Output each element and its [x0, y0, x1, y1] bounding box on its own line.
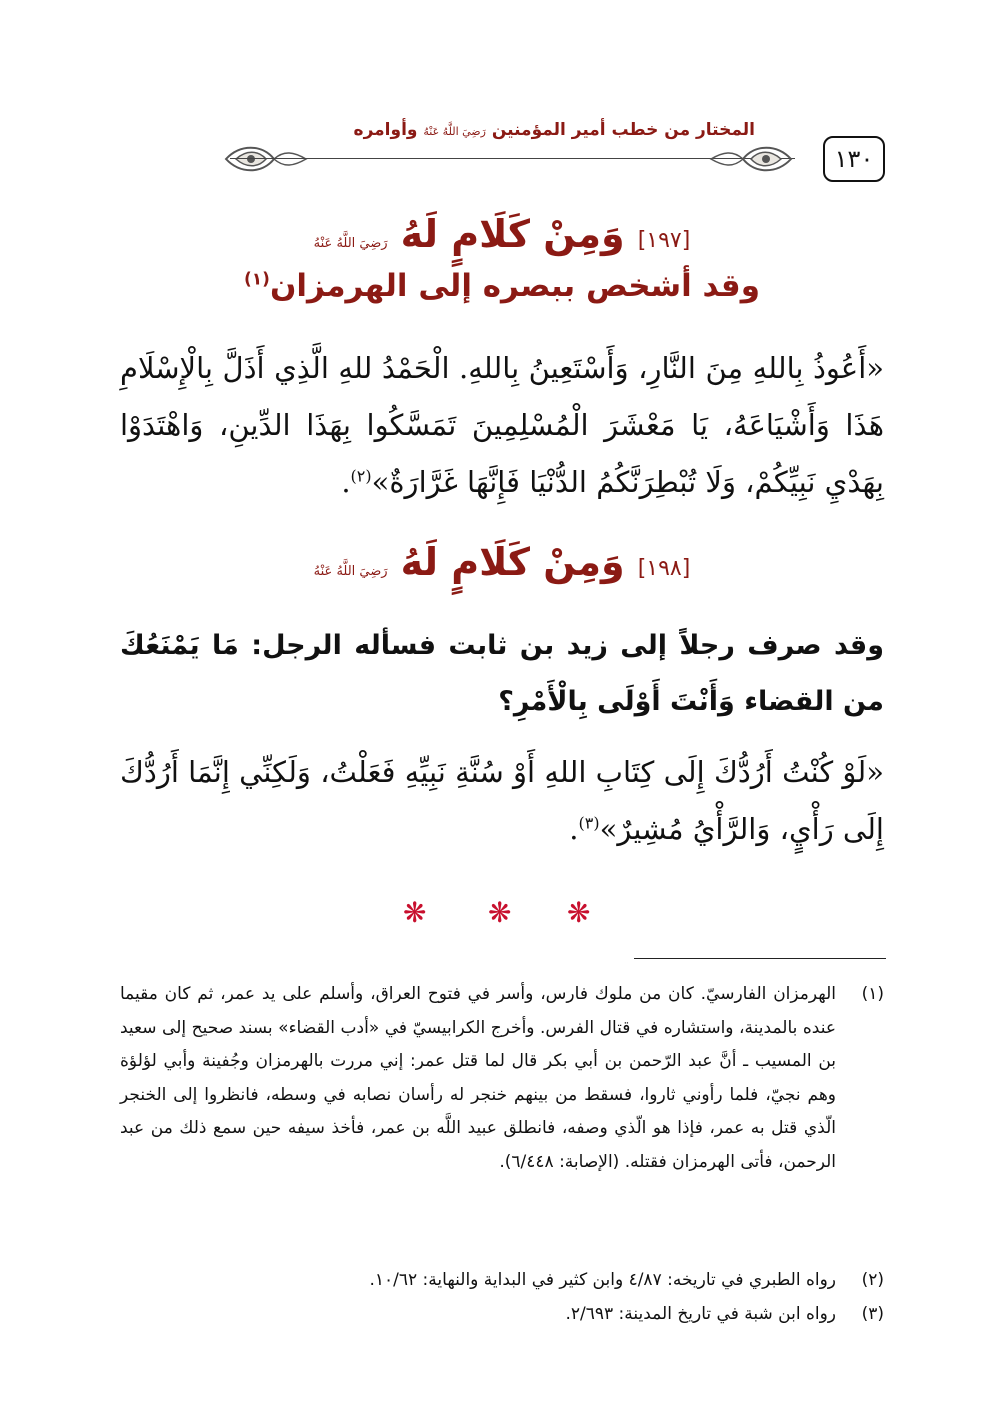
running-header	[140, 118, 885, 184]
section-phrase: وَمِنْ كَلَامٍ لَهُ	[400, 540, 625, 584]
page-number: ١٣٠	[823, 136, 885, 182]
footnote-1	[120, 978, 884, 1179]
left-ornament-icon	[222, 140, 308, 178]
footnote-text: الهرمزان الفارسيّ. كان من ملوك فارس، وأسر في فتوح العراق، وأسلم على يد عمر، ثم كان مقيما عنده بالمدينة، واستشاره في قتال الفرس. وأخرج الكرابيسيّ في «أدب القضاء» بسند صحيح إلى سعيد بن المسيب ـ أنَّ عبد الرّحمن بن أبي بكر قال لما قتل عمر: إني مررت بالهرمزان وجُفينة وأبي لؤلؤة وهم نجيّ، فلما رأوني ثاروا، فسقط من بينهم خنجر له رأسان نصابه في وسطه، فانظروا إلى الخنجر الّذي قتل به عمر، فإذا هو الّذي وصفه، فانطلق عبيد اللَّه بن عمر، فأخذ سيفه حين سمع ذلك من عبد الرحمن، فأتى الهرمزان فقتله. (الإصابة: ٦/٤٤٨).	[120, 984, 836, 1172]
separator-star-icon: ❋	[403, 896, 427, 929]
section-198-narration: وقد صرف رجلاً إلى زيد بن ثابت فسأله الرجل: مَا يَمْنَعُكَ من القضاء وَأَنْتَ أَوْلَى بِالْأَمْرِ؟	[120, 630, 884, 717]
subtitle-footnote-ref: (١)	[244, 269, 270, 290]
header-title-main: المختار من خطب أمير المؤمنين	[491, 120, 755, 140]
header-title-suffix: وأوامره	[353, 120, 418, 140]
section-number: [١٩٧]	[637, 228, 691, 253]
section-197-quote	[120, 340, 884, 511]
running-header-title	[354, 120, 755, 140]
footnote-number: (٣)	[861, 1304, 884, 1324]
separator-star-icon: ❋	[567, 896, 591, 929]
footnote-number: (٢)	[861, 1270, 884, 1290]
section-198-heading	[80, 540, 924, 584]
quote-end: .	[341, 465, 351, 499]
quote-text: «أَعُوذُ بِاللهِ مِنَ النَّارِ، وَأَسْتَعِينُ بِاللهِ. الْحَمْدُ للهِ الَّذِي أَذَلَّ بِالْإِسْلَامِ هَذَا وَأَشْيَاعَهُ، يَا مَعْشَرَ الْمُسْلِمِينَ تَمَسَّكُوا بِهَذَا الدِّينِ، وَاهْتَدَوْا بِهَدْيِ نَبِيِّكُمْ، وَلَا تُبْطِرَنَّكُمُ الدُّنْيَا فَإِنَّهَا غَرَّارَةٌ»	[120, 351, 884, 499]
header-honorific: رَضِيَ اللَّهُ عَنْهُ	[423, 125, 486, 138]
subtitle-text: وقد أشخص ببصره إلى الهرمزان	[269, 268, 760, 304]
separator-star-icon: ❋	[488, 896, 512, 929]
quote-footnote-ref: (٢)	[350, 466, 372, 486]
section-number: [١٩٨]	[637, 556, 691, 581]
footnote-3	[120, 1298, 884, 1332]
section-197-heading	[80, 212, 924, 256]
section-honorific: رَضِيَ اللَّهُ عَنْهُ	[313, 564, 388, 579]
quote-end: .	[569, 812, 579, 846]
right-ornament-icon	[709, 140, 795, 178]
section-198-quote	[120, 744, 884, 858]
footnote-text: رواه الطبري في تاريخه: ٤/٨٧ وابن كثير في البداية والنهاية: ١٠/٦٢.	[369, 1270, 836, 1290]
section-honorific: رَضِيَ اللَّهُ عَنْهُ	[313, 236, 388, 251]
footnote-number: (١)	[861, 984, 884, 1004]
quote-text: «لَوْ كُنْتُ أَرُدُّكَ إِلَى كِتَابِ اللهِ أَوْ سُنَّةِ نَبِيِّهِ فَعَلْتُ، وَلَكِنِّي إِنَّمَا أَرُدُّكَ إِلَى رَأْيٍ، وَالرَّأْيُ مُشِيرٌ»	[120, 755, 884, 846]
section-197-subtitle	[80, 268, 924, 304]
section-phrase: وَمِنْ كَلَامٍ لَهُ	[400, 212, 625, 256]
section-separator	[0, 898, 1004, 928]
footnote-2	[120, 1264, 884, 1298]
footnote-rule	[634, 958, 886, 959]
footnote-text: رواه ابن شبة في تاريخ المدينة: ٢/٦٩٣.	[565, 1304, 836, 1324]
quote-footnote-ref: (٣)	[578, 813, 600, 833]
